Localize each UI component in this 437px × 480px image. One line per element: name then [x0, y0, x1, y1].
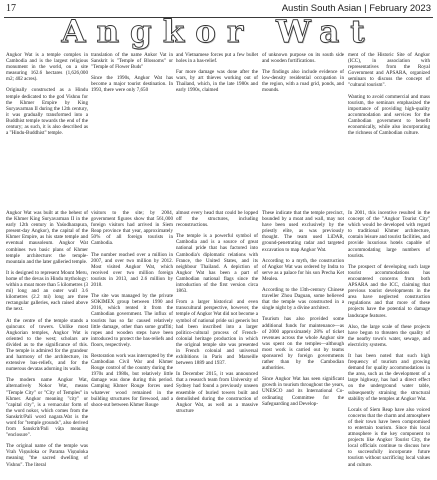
paragraph: The original name of the temple was Vrah Viṣṇuloka or Parama Viṣṇuloka meaning "the sacred dwelling of Vishnu". The literal — [6, 443, 88, 468]
column-2-lower — [91, 210, 173, 478]
paragraph: It is designed to represent Mount Meru, home of the devas in Hindu mythology: within a moat more than 5 kilometres (3 mi) long and an outer wall 3.6 kilometres (2.2 mi) long are three rectangular galleries, each raised above the next. — [6, 269, 88, 313]
paragraph: translation of the name Ankor Vat in Sanskrit is "Temple of Blossoms" or "Temple of Flower Buds" — [91, 52, 173, 71]
column-2-upper — [91, 52, 173, 202]
paragraph: and Vietnamese forces put a few bullet holes in a bas-relief. — [176, 52, 258, 65]
column-5-upper — [348, 52, 430, 202]
paragraph: Since the 1990s, Angkor Wat has become a major tourist destination. In 1993, there were only 7,650 — [91, 75, 173, 94]
paragraph: Tourism has also provided some additional funds for maintenance—as of 2000 approximately 28% of ticket revenues across the whole Angkor site was spent on the temples—although most work is carried out by teams sponsored by foreign governments rather than by the Cambodian authorities. — [262, 316, 344, 372]
paragraph: The number reached over a million in 2007, and over two million by 2012. Most visited Angkor Wat, which received over two million foreign tourists in 2013, and 2.6 million by 2018. — [91, 251, 173, 289]
paragraph: Angkor Wat was built at the behest of the Khmer King Suryavarman II in the early 12th century in Yaśodharapura, present-day Angkor), the capital of the Khmer Empire, as his state temple and eventual mausoleum. Angkor Wat combines two basic plans of Khmer temple architecture: the temple-mountain and the later galleried temple. — [6, 210, 88, 265]
column-3-lower — [176, 210, 258, 478]
paragraph: Locals of Siem Reap have also voiced concerns that the charm and atmosphere of their town have been compromised to entertain tourism. Since this local atmosphere is the key component to projects like Angkor Tourist City, the local officials continue to discuss how to successfully incorporate future tourism without sacrificing local values and culture. — [348, 406, 430, 468]
paragraph: According to a myth, the construction of Angkor Wat was ordered by Indra to serve as a palace for his son Precha Ket Mealea. — [262, 257, 344, 282]
paragraph: At the centre of the temple stands a quincunx of towers. Unlike most Angkorian temples, Angkor Wat is oriented to the west; scholars are divided as to the significance of this. The temple is admired for the grandeur and harmony of the architecture, its extensive bas-reliefs, and for the numerous devatas adorning its walls. — [6, 317, 88, 373]
column-4-lower — [262, 210, 344, 478]
running-head: Austin South Asian | February 2023 — [281, 3, 431, 14]
paragraph: Restoration work was interrupted by the Cambodian Civil War and Khmer Rouge control of the country during the 1970s and 1980s, but relatively little damage was done during this period. Camping Khmer Rouge forces used whatever wood remained in the building structures for firewood, and a shoot-out between Khmer Rouge — [91, 352, 173, 408]
paragraph: visitors to the site; by 2004, government figures show that 561,000 foreign visitors had arrived in Siem Reap province that year, approximately 50% of all foreign tourists in Cambodia. — [91, 210, 173, 247]
paragraph: The temple is a powerful symbol of Cambodia and is a source of great national pride that has factored into Cambodia's diplomatic relations with France, the United States, and its neighbour Thailand. A depiction of Angkor Wat has been a part of Cambodian national flags since the introduction of the first version circa 1863. — [176, 233, 258, 295]
column-1-lower — [6, 210, 88, 478]
paragraph: Also, the large scale of these projects have begun to threaten the quality of the nearby town's water, sewage, and electricity systems. — [348, 323, 430, 348]
page-number: 17 — [6, 3, 16, 14]
paragraph: Originally constructed as a Hindu temple dedicated to the god Vishnu for the Khmer Empire by King Suryavarman II during the 12th century, it was gradually transformed into a Buddhist temple towards the end of the century; as such, it is also described as a "Hindu-Buddhist" temple. — [6, 87, 88, 137]
column-4-upper — [262, 52, 344, 202]
paragraph: almost every head that could be lopped off the structures, including reconstructions. — [176, 210, 258, 229]
paragraph: The findings also include evidence of low-density residential occupation in the region, with a road grid, ponds, and mounds. — [262, 69, 344, 94]
article-title: Angkor Wat — [61, 14, 376, 50]
paragraph: From a larger historical and even transcultural perspective, however, the temple of Angkor Wat did not become a symbol of national pride sui generis but had been inscribed into a larger politico-cultural process of French-colonial heritage production in which the original temple site was presented in French colonial and universal exhibitions in Paris and Marseille between 1889 and 1937. — [176, 299, 258, 367]
paragraph: It has been noted that such high frequency of tourism and growing demand for quality accommodations in the area, such as the development of a large highway, has had a direct effect on the underground water table, subsequently straining the structural stability of the temples at Angkor Wat. — [348, 352, 430, 402]
paragraph: The site was managed by the private SOKIMEX group between 1990 and 2016, which rented it from the Cambodian government. The influx of tourists has so far caused relatively little damage, other than some graffiti; ropes and wooden steps have been introduced to protect the bas-reliefs and floors, respectively. — [91, 293, 173, 348]
paragraph: Angkor Wat is a temple complex in Cambodia and is the largest religious monument in the world, on a site measuring 162.6 hectares (1,626,000 m2; 402 acres). — [6, 52, 88, 83]
column-3-upper — [176, 52, 258, 202]
column-5-lower — [348, 210, 430, 478]
paragraph: In December 2015, it was announced that a research team from University of Sydney had found a previously unseen ensemble of buried towers built and demolished during the construction of Angkor Wat, as well as a massive structure — [176, 371, 258, 414]
paragraph: These indicate that the temple precinct, bounded by a moat and wall, may not have been used exclusively by the priestly elite, as was previously thought. The team used LiDAR, ground-penetrating radar and targeted excavation to map Angkor Wat. — [262, 210, 344, 253]
paragraph: Since Angkor Wat has seen significant growth in tourism throughout the years, UNESCO and its International Co-ordinating Committee for the Safeguarding and Develop- — [262, 376, 344, 407]
column-1-upper — [6, 52, 88, 202]
paragraph: of unknown purpose on its south side and wooden fortifications. — [262, 52, 344, 65]
paragraph: Wanting to avoid commercial and mass tourism, the seminars emphasized the importance of providing high-quality accommodation and services for the Cambodian government to benefit economically, while also incorporating the richness of Cambodian culture. — [348, 93, 430, 137]
paragraph: The prospect of developing such large tourist accommodations has encountered concerns from both APSARA and the ICC, claiming that previous tourist developments in the area have neglected construction regulations and that more of these projects have the potential to damage landscape features. — [348, 263, 430, 319]
paragraph: Far more damage was done after the wars, by art thieves working out of Thailand, which, in the late 1980s and early 1990s, claimed — [176, 69, 258, 94]
paragraph: In 2001, this incentive resulted in the concept of the "Angkor Tourist City" which would be developed with regard to traditional Khmer architecture, contain leisure and tourist facilities, and provide luxurious hotels capable of accommodating large numbers of tourists. — [348, 210, 430, 259]
paragraph: The modern name Angkor Wat, alternatively Nokor Wat, means "Temple City" or "City of Temples" in Khmer. Angkor meaning "city" or "capital city", is a vernacular form of the word nokor, which comes from the Sanskrit/Pali word nagara.Wat is the word for "temple grounds", also derived from Sanskrit/Pali vāṭa meaning "enclosure". — [6, 377, 88, 439]
paragraph: ment of the Historic Site of Angkor (ICC), in association with representatives from the Royal Government and APSARA, organized seminars to discuss the concept of "cultural tourism". — [348, 52, 430, 89]
paragraph: According to the 13th-century Chinese traveller Zhou Daguan, some believed that the temple was constructed in a single night by a divine architect. — [262, 287, 344, 312]
